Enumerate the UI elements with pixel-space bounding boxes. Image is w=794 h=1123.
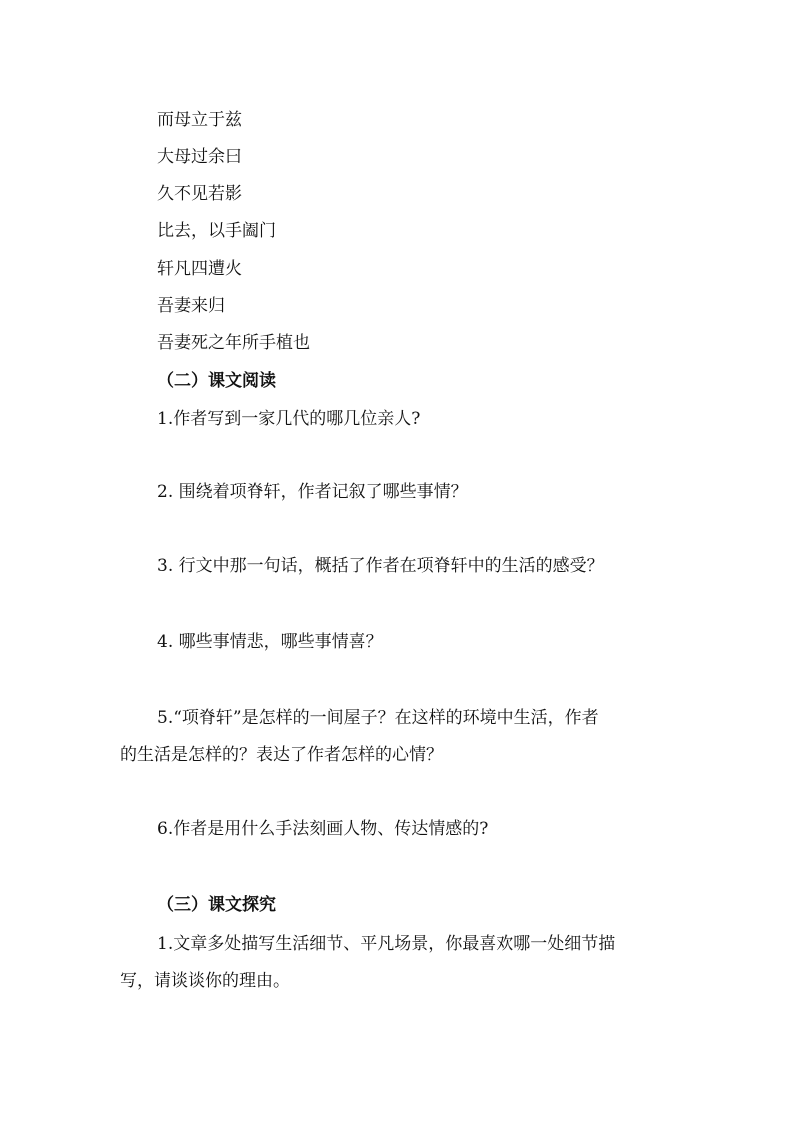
phrase-4: 比去，以手阖门: [157, 221, 276, 241]
phrase-2: 大母过余曰: [157, 147, 242, 167]
phrase-3: 久不见若影: [157, 184, 242, 204]
phrase-7: 吾妻死之年所手植也: [157, 333, 310, 353]
inquiry-question-1-line-2: 写，请谈谈你的理由。: [120, 971, 290, 991]
phrase-5: 轩凡四遭火: [157, 259, 242, 279]
phrase-1: 而母立于兹: [157, 110, 242, 130]
question-3: 3. 行文中那一句话，概括了作者在项脊轩中的生活的感受？: [157, 556, 604, 576]
question-5-line-2: 的生活是怎样的？表达了作者怎样的心情？: [120, 745, 443, 765]
question-6: 6.作者是用什么手法刻画人物、传达情感的?: [157, 819, 489, 839]
question-5-line-1: 5.“项脊轩”是怎样的一间屋子？在这样的环境中生活，作者: [157, 708, 599, 728]
inquiry-question-1-line-1: 1.文章多处描写生活细节、平凡场景，你最喜欢哪一处细节描: [157, 934, 616, 954]
phrase-6: 吾妻来归: [157, 296, 225, 316]
section-heading-reading: （二）课文阅读: [157, 371, 276, 391]
question-4: 4. 哪些事情悲，哪些事情喜？: [157, 632, 383, 652]
question-1: 1.作者写到一家几代的哪几位亲人?: [157, 409, 421, 429]
question-2: 2. 围绕着项脊轩，作者记叙了哪些事情？: [157, 482, 468, 502]
section-heading-inquiry: （三）课文探究: [157, 895, 276, 915]
